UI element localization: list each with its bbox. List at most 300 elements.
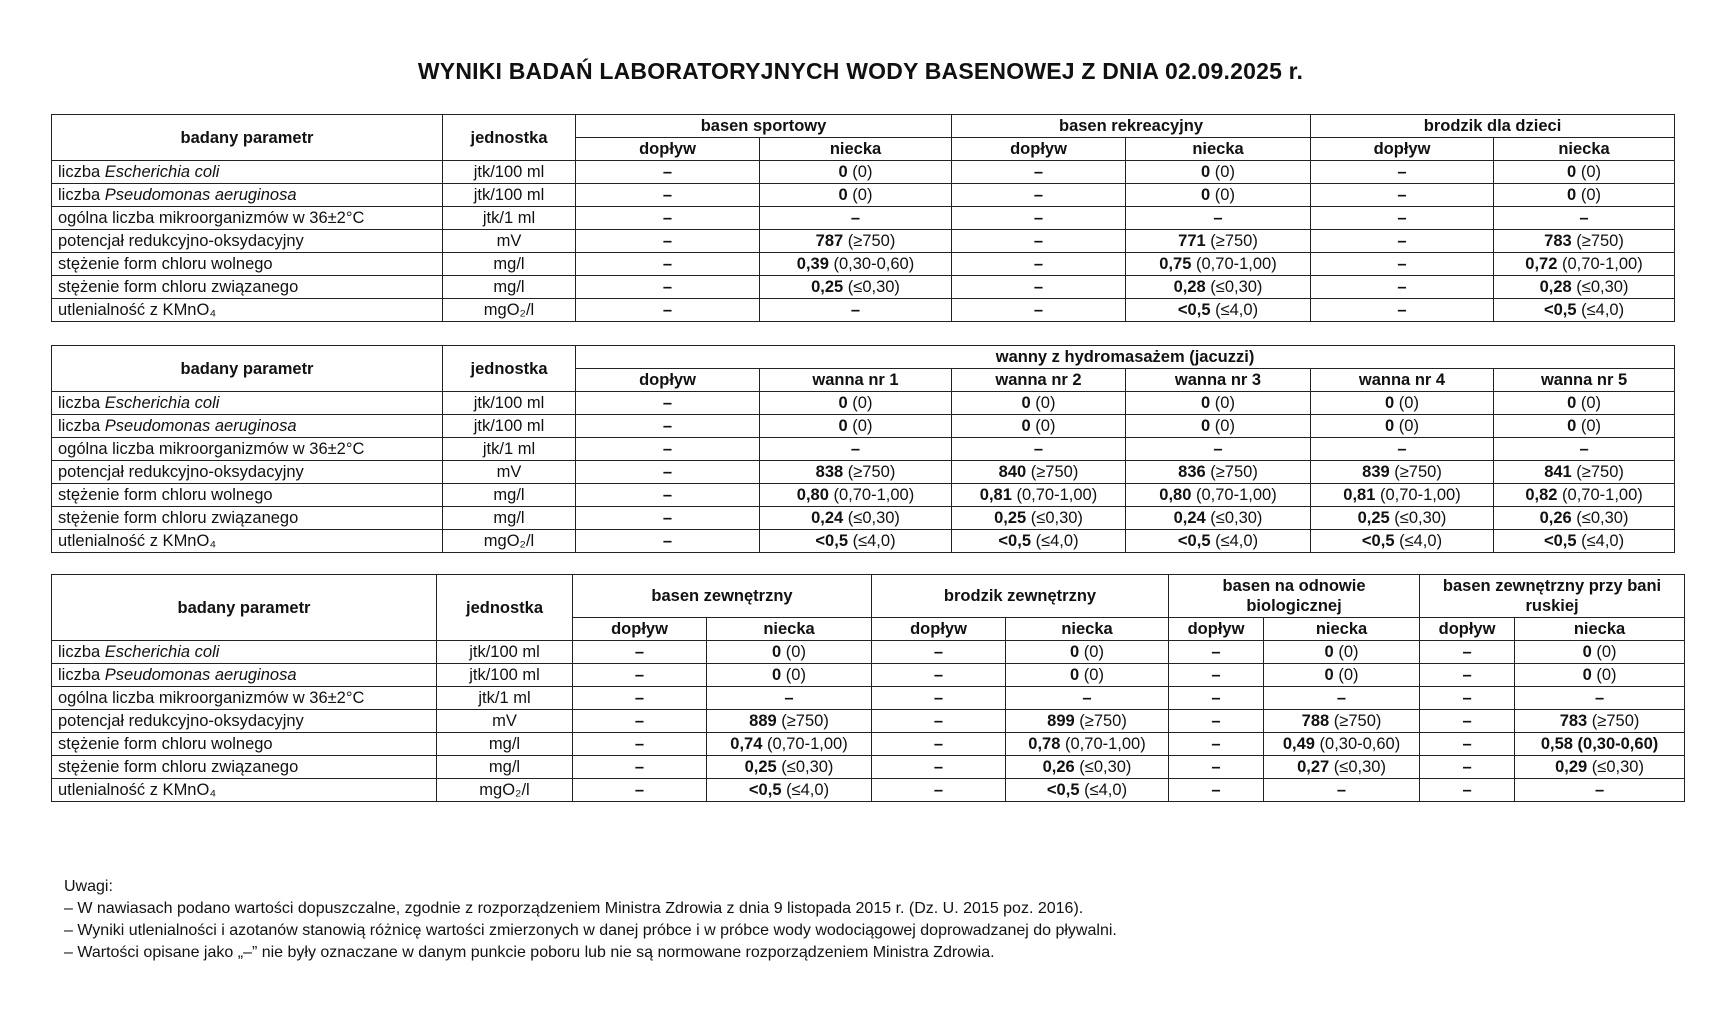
result-value: – [1033, 301, 1044, 319]
param-name [52, 253, 443, 276]
result-value: 0,80 [1159, 486, 1192, 504]
param-unit: jtk/100 ml [437, 664, 573, 687]
result-value: 0,75 [1159, 255, 1192, 273]
table-row [52, 530, 1675, 553]
result-value: 0 [1385, 417, 1395, 435]
result-value: – [634, 689, 645, 707]
limit-value: (0) [1210, 163, 1235, 181]
basin-header: niecka [1494, 138, 1675, 161]
result-value: <0,5 [1543, 532, 1577, 550]
result-value: – [1397, 163, 1407, 181]
limit-value: (0) [1210, 186, 1235, 204]
result-cell [1311, 230, 1494, 253]
result-cell [1311, 276, 1494, 299]
param-name [52, 484, 443, 507]
param-label: stężenie form chloru wolnego [58, 735, 273, 753]
result-value: – [634, 643, 645, 661]
limit-value: (≥750) [843, 463, 896, 481]
basin-header: niecka [707, 618, 872, 641]
result-cell [1264, 779, 1420, 802]
result-cell [952, 299, 1126, 322]
param-name [52, 415, 443, 438]
result-cell [1420, 756, 1515, 779]
result-value: – [1397, 301, 1407, 319]
result-cell [1006, 779, 1169, 802]
limit-value: (0) [1591, 643, 1617, 661]
limit-value: (≤0,30) [843, 278, 900, 296]
table-row [52, 438, 1675, 461]
result-cell [1126, 184, 1311, 207]
result-cell [573, 779, 707, 802]
result-cell [952, 253, 1126, 276]
result-cell [1126, 161, 1311, 184]
result-value: 0 [1385, 394, 1395, 412]
param-name [52, 207, 443, 230]
result-cell [1126, 438, 1311, 461]
note-line: – W nawiasach podano wartości dopuszczalne, zgodnie z rozporządzeniem Ministra Zdrowia z dnia 9 listopada 2015 r. (Dz. U. 2015 poz. 2016). [64, 900, 1084, 917]
result-value: – [1462, 712, 1472, 730]
result-value: 0,25 [994, 509, 1027, 527]
param-name [52, 641, 437, 664]
result-cell [707, 641, 872, 664]
table-row [52, 779, 1685, 802]
limit-value: (≤4,0) [781, 781, 830, 799]
result-cell [1126, 530, 1311, 553]
param-unit: mg/l [443, 507, 576, 530]
result-value: 0 [1070, 666, 1080, 684]
result-cell [1311, 461, 1494, 484]
result-value: – [634, 666, 645, 684]
result-cell [1264, 756, 1420, 779]
result-value: 0,24 [1173, 509, 1206, 527]
result-value: 0 [1070, 643, 1080, 661]
param-species: Escherichia coli [104, 643, 220, 661]
table-row [52, 207, 1675, 230]
param-unit: jtk/100 ml [443, 415, 576, 438]
result-value: – [1213, 440, 1223, 458]
result-cell [707, 664, 872, 687]
param-name [52, 687, 437, 710]
param-unit: mg/l [437, 756, 573, 779]
result-value: – [1462, 643, 1472, 661]
inflow-header: dopływ [952, 138, 1126, 161]
inflow-header: dopływ [872, 618, 1006, 641]
result-cell [573, 710, 707, 733]
result-value: – [1033, 232, 1044, 250]
result-cell [1126, 484, 1311, 507]
result-value: – [1462, 689, 1472, 707]
inflow-header: dopływ [576, 138, 760, 161]
limit-value: (0,70-1,00) [1060, 735, 1146, 753]
param-unit: mg/l [443, 253, 576, 276]
unit-header: jednostka [443, 346, 576, 392]
result-cell [1006, 664, 1169, 687]
result-value: – [1397, 209, 1407, 227]
result-cell [1311, 184, 1494, 207]
result-cell [707, 710, 872, 733]
param-name [52, 392, 443, 415]
result-cell [1126, 299, 1311, 322]
result-value: – [662, 278, 673, 296]
result-cell [1494, 276, 1675, 299]
param-unit: mg/l [443, 276, 576, 299]
table-row [52, 184, 1675, 207]
result-value: 788 [1301, 712, 1330, 730]
limit-value: (≥750) [1587, 712, 1640, 730]
result-cell [573, 664, 707, 687]
column-header: dopływ [576, 369, 760, 392]
limit-value: (≤0,30) [1587, 758, 1644, 776]
param-label: utlenialność z KMnO₄ [58, 532, 217, 550]
result-value: <0,5 [1177, 301, 1211, 319]
limit-value: (0) [1576, 394, 1601, 412]
param-label: liczba [58, 394, 105, 412]
result-cell [1311, 207, 1494, 230]
result-value: 0 [1567, 417, 1577, 435]
result-cell [760, 184, 952, 207]
result-value: 0,27 [1297, 758, 1330, 776]
result-cell [576, 184, 760, 207]
result-value: – [1211, 689, 1221, 707]
result-cell [1515, 756, 1685, 779]
result-value: 783 [1559, 712, 1588, 730]
param-label: ogólna liczba mikroorganizmów w 36±2°C [58, 689, 365, 707]
param-label: stężenie form chloru wolnego [58, 255, 273, 273]
result-value: 0 [1201, 186, 1211, 204]
result-cell [1169, 779, 1264, 802]
result-cell [576, 530, 760, 553]
limit-value: (≥750) [1074, 712, 1127, 730]
result-cell [576, 207, 760, 230]
table-row [52, 710, 1685, 733]
result-cell [1494, 530, 1675, 553]
result-cell [1169, 710, 1264, 733]
result-value: – [1033, 163, 1044, 181]
param-header: badany parametr [52, 346, 443, 392]
limit-value: (0) [1333, 666, 1359, 684]
result-cell [952, 507, 1126, 530]
result-cell [760, 392, 952, 415]
result-cell [576, 253, 760, 276]
result-value: – [1397, 278, 1407, 296]
result-value: – [1211, 643, 1221, 661]
result-cell [576, 392, 760, 415]
param-label: stężenie form chloru związanego [58, 278, 299, 296]
result-cell [1311, 438, 1494, 461]
limit-value: (≤0,30) [776, 758, 834, 776]
result-cell [760, 415, 952, 438]
result-value: 0 [1567, 394, 1577, 412]
result-cell [1006, 710, 1169, 733]
result-cell [1515, 779, 1685, 802]
result-cell [760, 461, 952, 484]
limit-value: (≤4,0) [1079, 781, 1128, 799]
limit-value: (0,70-1,00) [1191, 255, 1277, 273]
result-cell [1494, 253, 1675, 276]
limit-value: (≤0,30) [1205, 509, 1263, 527]
limit-value: (0) [1576, 163, 1601, 181]
limit-value: (0,70-1,00) [762, 735, 848, 753]
result-cell [573, 687, 707, 710]
group-header: basen zewnętrzny przy bani ruskiej [1420, 575, 1685, 618]
result-cell [1420, 641, 1515, 664]
result-cell [872, 664, 1006, 687]
param-name [52, 530, 443, 553]
result-value: – [1397, 440, 1407, 458]
result-cell [1264, 664, 1420, 687]
result-cell [1494, 438, 1675, 461]
result-cell [760, 530, 952, 553]
result-cell [1515, 733, 1685, 756]
result-value: 0,58 (0,30-0,60) [1540, 735, 1659, 753]
result-cell [1169, 687, 1264, 710]
limit-value: (0) [847, 163, 873, 181]
result-value: 0,72 [1525, 255, 1558, 273]
table-body [52, 161, 1675, 322]
result-value: – [1082, 689, 1092, 707]
result-value: – [662, 463, 673, 481]
result-value: 0,24 [811, 509, 844, 527]
result-value: – [784, 689, 794, 707]
result-cell [760, 161, 952, 184]
limit-value: (0) [847, 417, 873, 435]
limit-value: (0) [1210, 394, 1235, 412]
param-unit: mgO₂/l [437, 779, 573, 802]
group-header: basen na odnowie biologicznej [1169, 575, 1420, 618]
table-row [52, 756, 1685, 779]
result-value: – [1462, 666, 1472, 684]
result-cell [1515, 641, 1685, 664]
result-cell [707, 687, 872, 710]
result-value: 0,28 [1539, 278, 1572, 296]
result-value: 771 [1178, 232, 1206, 250]
result-cell [1126, 207, 1311, 230]
param-label: liczba [58, 186, 105, 204]
result-value: <0,5 [1361, 532, 1395, 550]
result-value: – [1211, 735, 1221, 753]
limit-value: (0,70-1,00) [1557, 255, 1643, 273]
result-value: 0 [1324, 666, 1334, 684]
result-cell [952, 438, 1126, 461]
result-cell [576, 438, 760, 461]
result-value: – [850, 301, 861, 319]
limit-value: (0) [1030, 394, 1056, 412]
unit-header: jednostka [443, 115, 576, 161]
result-cell [760, 299, 952, 322]
result-cell [760, 230, 952, 253]
result-cell [952, 484, 1126, 507]
result-cell [576, 230, 760, 253]
param-label: potencjał redukcyjno-oksydacyjny [58, 232, 304, 250]
result-cell [1494, 184, 1675, 207]
limit-value: (≥750) [776, 712, 829, 730]
result-value: 838 [815, 463, 844, 481]
result-cell [1515, 710, 1685, 733]
result-cell [1494, 299, 1675, 322]
param-species: Pseudomonas aeruginosa [104, 666, 297, 684]
result-cell [1169, 733, 1264, 756]
result-cell [1264, 687, 1420, 710]
result-value: 0,28 [1173, 278, 1206, 296]
result-value: 839 [1362, 463, 1390, 481]
unit-header: jednostka [437, 575, 573, 641]
result-value: – [662, 232, 673, 250]
basin-header: niecka [1126, 138, 1311, 161]
result-cell [952, 161, 1126, 184]
column-header: wanna nr 1 [760, 369, 952, 392]
result-cell [1420, 664, 1515, 687]
inflow-header: dopływ [573, 618, 707, 641]
param-unit: mV [443, 230, 576, 253]
table-row [52, 299, 1675, 322]
result-cell [952, 184, 1126, 207]
table-row [52, 415, 1675, 438]
limit-value: (≥750) [1205, 232, 1258, 250]
result-cell [1420, 687, 1515, 710]
result-cell [1311, 161, 1494, 184]
inflow-header: dopływ [1311, 138, 1494, 161]
limit-value: (≥750) [1026, 463, 1079, 481]
result-value: – [933, 758, 944, 776]
results-table-jacuzzi [51, 345, 1675, 553]
result-cell [1311, 484, 1494, 507]
result-cell [1264, 710, 1420, 733]
inflow-header: dopływ [1420, 618, 1515, 641]
result-cell [1494, 415, 1675, 438]
result-cell [1311, 299, 1494, 322]
result-value: 0 [1582, 643, 1592, 661]
param-name [52, 779, 437, 802]
result-value: – [662, 186, 673, 204]
result-cell [872, 756, 1006, 779]
table-row [52, 664, 1685, 687]
result-value: – [634, 735, 645, 753]
result-value: – [933, 735, 944, 753]
limit-value: (0) [1591, 666, 1617, 684]
result-value: – [662, 440, 673, 458]
limit-value: (≤0,30) [1329, 758, 1386, 776]
table-row [52, 161, 1675, 184]
result-cell [760, 253, 952, 276]
result-value: – [1033, 209, 1044, 227]
result-value: – [1336, 689, 1347, 707]
result-cell [760, 484, 952, 507]
result-value: – [1594, 781, 1605, 799]
param-unit: mg/l [443, 484, 576, 507]
result-value: 0,25 [811, 278, 844, 296]
result-value: – [933, 666, 944, 684]
result-value: 0 [838, 394, 848, 412]
results-table-outdoor [51, 574, 1685, 802]
result-value: <0,5 [1177, 532, 1211, 550]
result-cell [1126, 392, 1311, 415]
result-value: 899 [1047, 712, 1075, 730]
result-cell [707, 756, 872, 779]
result-value: 0 [1201, 394, 1211, 412]
param-unit: jtk/1 ml [437, 687, 573, 710]
notes-heading: Uwagi: [64, 878, 113, 895]
result-cell [1311, 253, 1494, 276]
param-label: ogólna liczba mikroorganizmów w 36±2°C [58, 209, 365, 227]
result-cell [1420, 779, 1515, 802]
result-value: – [1033, 255, 1044, 273]
param-name [52, 230, 443, 253]
result-value: <0,5 [815, 532, 848, 550]
result-value: – [1462, 735, 1472, 753]
param-label: stężenie form chloru wolnego [58, 486, 273, 504]
result-cell [1126, 230, 1311, 253]
result-cell [1494, 230, 1675, 253]
result-value: <0,5 [748, 781, 782, 799]
result-value: – [1033, 278, 1044, 296]
param-unit: jtk/100 ml [437, 641, 573, 664]
table-row [52, 641, 1685, 664]
limit-value: (≤4,0) [1576, 532, 1625, 550]
column-header: wanna nr 3 [1126, 369, 1311, 392]
limit-value: (0,70-1,00) [1375, 486, 1461, 504]
param-name [52, 733, 437, 756]
limit-value: (≥750) [1205, 463, 1258, 481]
result-cell [707, 733, 872, 756]
result-value: – [662, 509, 673, 527]
result-cell [1494, 392, 1675, 415]
limit-value: (0) [1394, 417, 1419, 435]
param-label: liczba [58, 163, 105, 181]
result-value: 0 [772, 643, 782, 661]
result-value: – [933, 643, 944, 661]
limit-value: (0,70-1,00) [1191, 486, 1277, 504]
param-species: Pseudomonas aeruginosa [104, 417, 297, 435]
result-value: 787 [815, 232, 844, 250]
basin-header: niecka [1006, 618, 1169, 641]
result-value: – [662, 394, 673, 412]
note-line: – Wyniki utlenialności i azotanów stanowią różnicę wartości zmierzonych w danej próbce i w próbce wody wodociągowej doprowadzanej do pływalni. [64, 922, 1117, 939]
result-cell [1126, 415, 1311, 438]
result-value: 0,25 [744, 758, 777, 776]
result-cell [760, 507, 952, 530]
result-cell [576, 484, 760, 507]
limit-value: (≤0,30) [1074, 758, 1132, 776]
param-name [52, 161, 443, 184]
limit-value: (≤0,30) [1205, 278, 1263, 296]
result-cell [952, 415, 1126, 438]
limit-value: (0) [1333, 643, 1359, 661]
result-cell [1126, 276, 1311, 299]
result-value: 0,78 [1028, 735, 1061, 753]
column-header: wanna nr 4 [1311, 369, 1494, 392]
result-value: – [850, 440, 861, 458]
result-value: – [1462, 781, 1472, 799]
result-value: – [662, 486, 673, 504]
result-cell [1311, 415, 1494, 438]
param-label: utlenialność z KMnO₄ [58, 301, 217, 319]
result-cell [576, 299, 760, 322]
result-cell [952, 207, 1126, 230]
table-body [52, 392, 1675, 553]
param-label: liczba [58, 666, 105, 684]
limit-value: (0,70-1,00) [1011, 486, 1098, 504]
result-value: 0 [772, 666, 782, 684]
result-cell [952, 461, 1126, 484]
param-unit: mV [443, 461, 576, 484]
group-header: brodzik zewnętrzny [872, 575, 1169, 618]
column-header: wanna nr 5 [1494, 369, 1675, 392]
group-header: basen rekreacyjny [952, 115, 1311, 138]
result-cell [1311, 392, 1494, 415]
result-cell [760, 276, 952, 299]
limit-value: (≤4,0) [1210, 301, 1259, 319]
result-cell [1311, 530, 1494, 553]
